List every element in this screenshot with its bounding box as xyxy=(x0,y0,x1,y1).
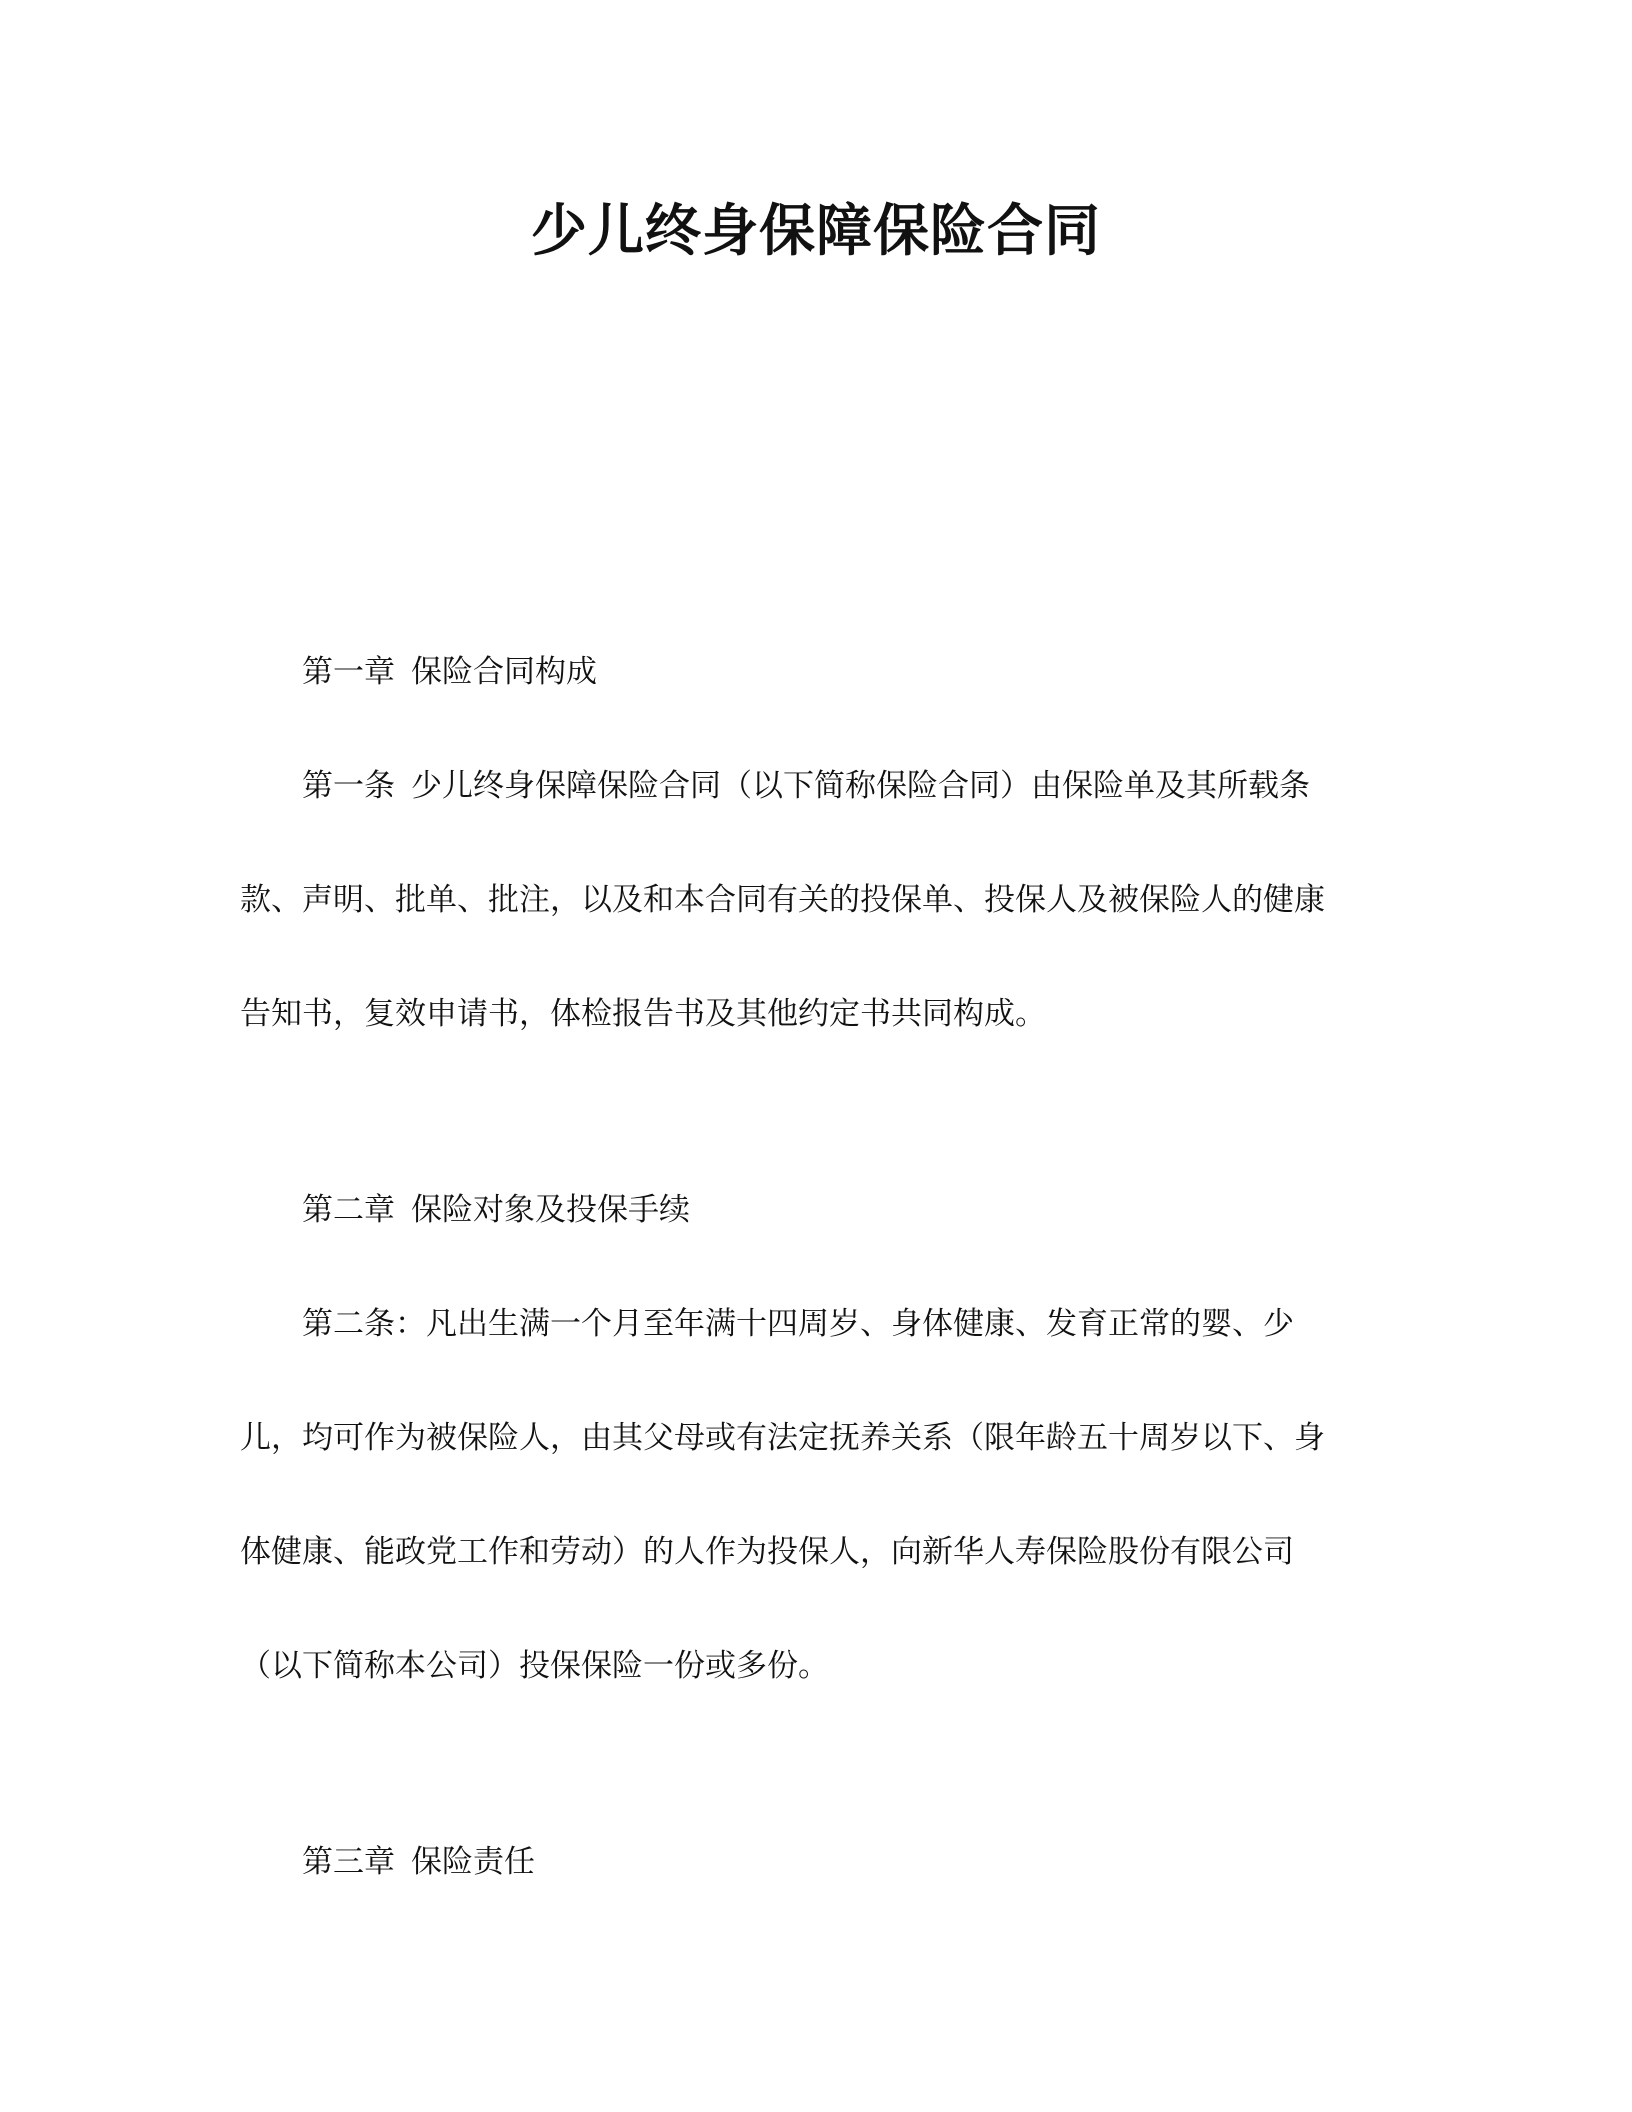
article-2-line-2: 儿，均可作为被保险人，由其父母或有法定抚养关系（限年龄五十周岁以下、身 xyxy=(240,1420,1325,1456)
article-text: 凡出生满一个月至年满十四周岁、身体健康、发育正常的婴、少 xyxy=(426,1306,1294,1342)
chapter-number: 第二章 xyxy=(302,1192,395,1228)
article-2-line-1 xyxy=(302,1304,1294,1344)
chapter-title: 保险合同构成 xyxy=(411,654,597,690)
article-2-line-3: 体健康、能政党工作和劳动）的人作为投保人，向新华人寿保险股份有限公司 xyxy=(240,1534,1294,1570)
article-number: 第一条 xyxy=(302,768,395,804)
article-text: 少儿终身保障保险合同（以下简称保险合同）由保险单及其所载条 xyxy=(411,768,1310,804)
chapter-number: 第一章 xyxy=(302,654,395,690)
article-1-line-1 xyxy=(302,766,1310,806)
chapter-title: 保险对象及投保手续 xyxy=(411,1192,690,1228)
article-number: 第二条： xyxy=(302,1306,426,1342)
chapter-heading-2 xyxy=(302,1190,690,1230)
chapter-heading-1 xyxy=(302,652,597,692)
chapter-title: 保险责任 xyxy=(411,1844,535,1880)
document-title: 少儿终身保障保险合同 xyxy=(531,199,1101,264)
article-2-line-4: （以下简称本公司）投保保险一份或多份。 xyxy=(240,1648,829,1684)
chapter-number: 第三章 xyxy=(302,1844,395,1880)
chapter-heading-3 xyxy=(302,1842,535,1882)
article-1-line-3: 告知书，复效申请书，体检报告书及其他约定书共同构成。 xyxy=(240,996,1046,1032)
article-1-line-2: 款、声明、批单、批注，以及和本合同有关的投保单、投保人及被保险人的健康 xyxy=(240,882,1325,918)
